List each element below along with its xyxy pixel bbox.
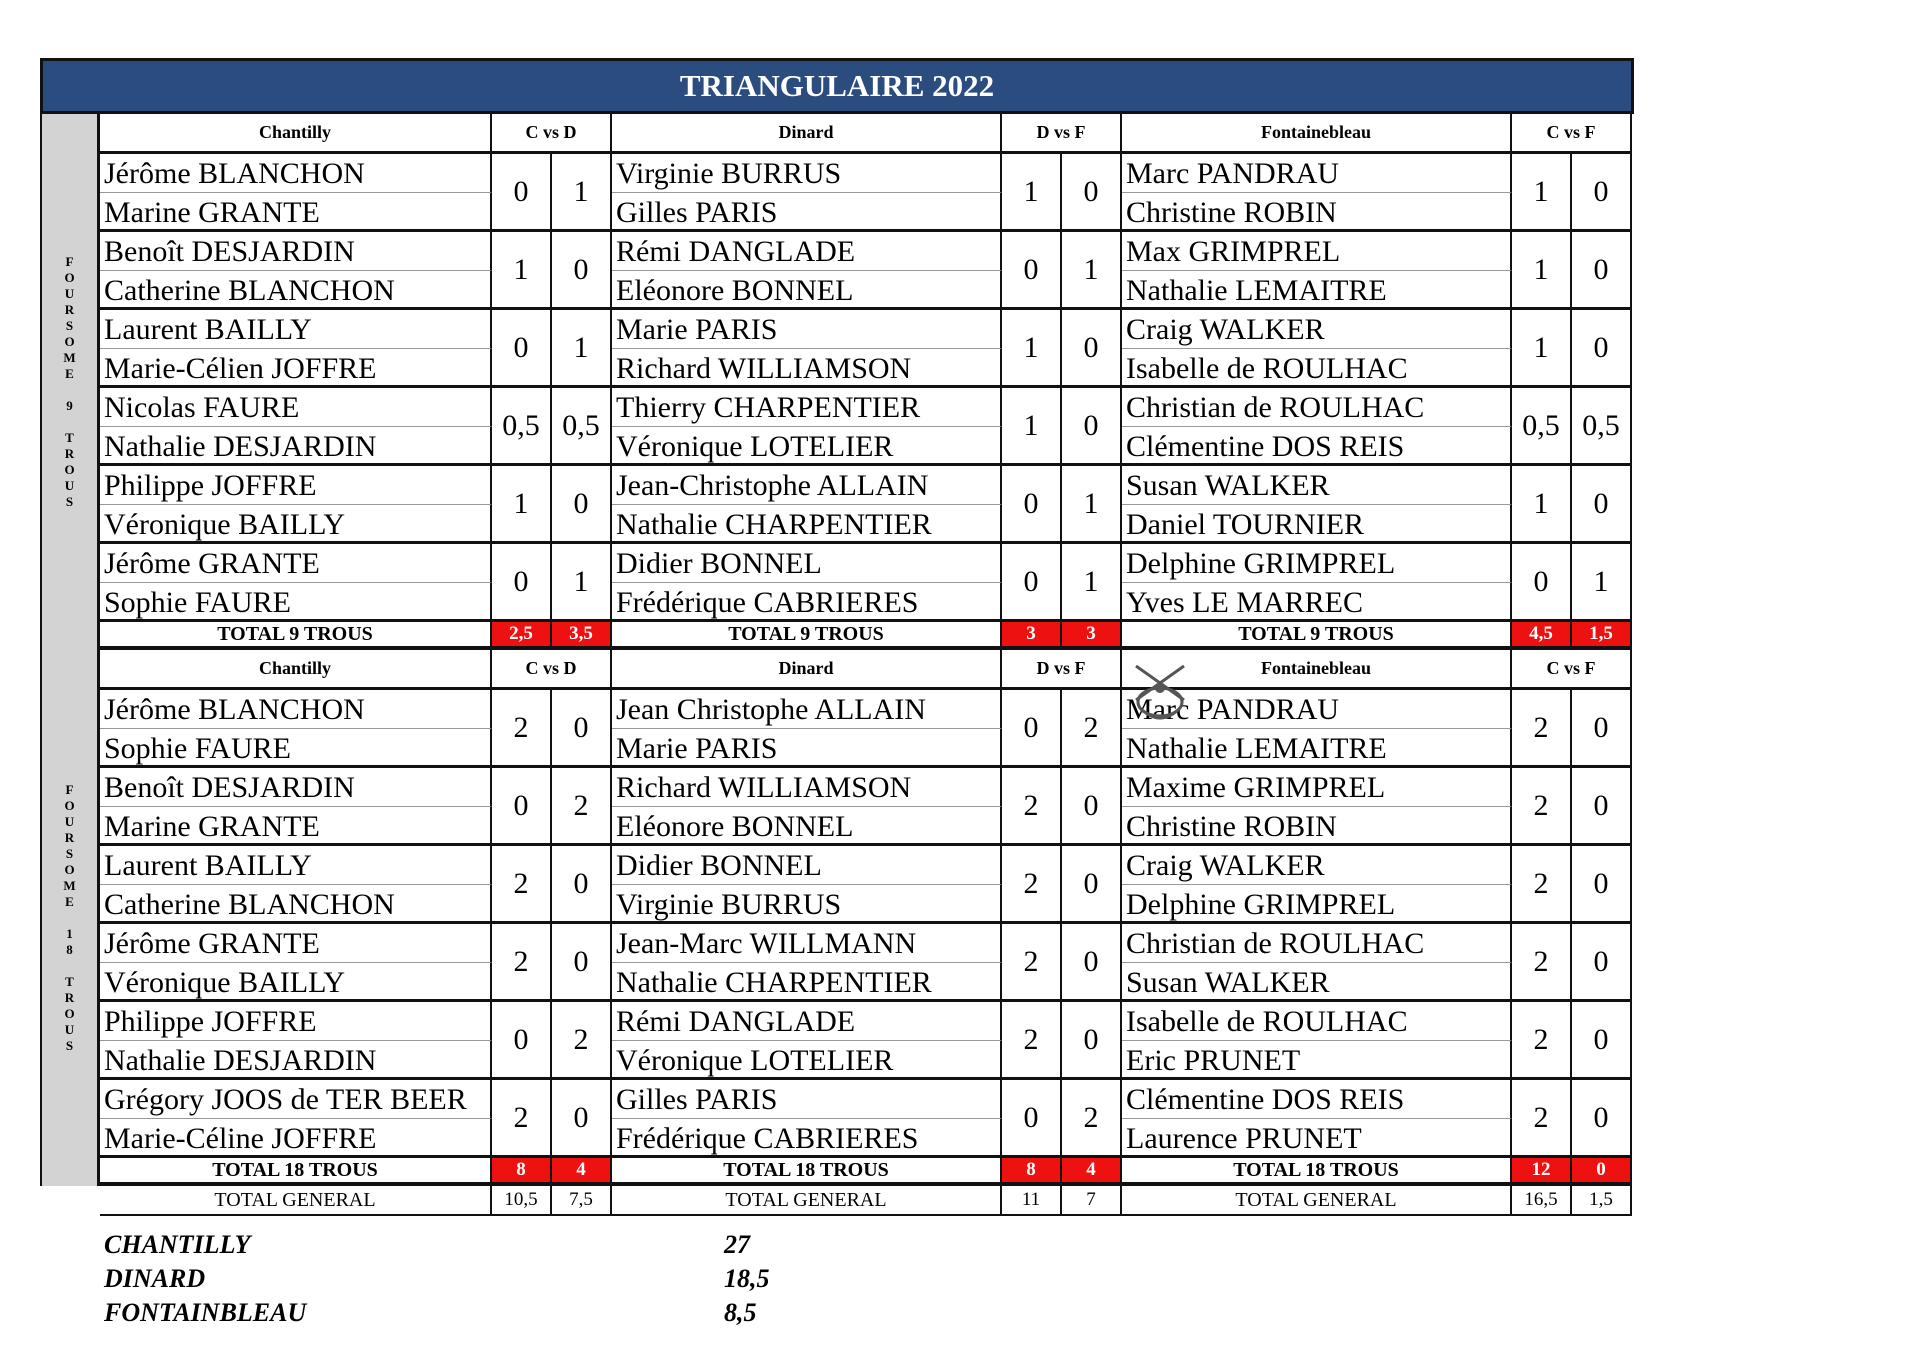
player-fontainebleau: Daniel TOURNIER: [1122, 505, 1512, 544]
score-right: 2: [1062, 690, 1122, 768]
club-header-dinard: Dinard: [612, 114, 1002, 154]
score-left: 2: [1002, 768, 1062, 846]
score-right: 0: [552, 846, 612, 924]
score-right: 1: [1062, 466, 1122, 544]
player-fontainebleau: Delphine GRIMPREL: [1122, 885, 1512, 924]
player-fontainebleau: Marc PANDRAU: [1122, 690, 1512, 729]
player-fontainebleau: Max GRIMPREL: [1122, 232, 1512, 271]
results-sheet: [40, 58, 1634, 1216]
score-left: 1: [492, 232, 552, 310]
score-left: 0: [492, 544, 552, 622]
score-right: 1: [1062, 232, 1122, 310]
score-left: 0,5: [1512, 388, 1572, 466]
player-fontainebleau: Isabelle de ROULHAC: [1122, 1002, 1512, 1041]
player-chantilly: Philippe JOFFRE: [100, 1002, 492, 1041]
sections-container: [40, 114, 1634, 1186]
player-fontainebleau: Yves LE MARREC: [1122, 583, 1512, 622]
final-standing-row: [104, 1296, 770, 1330]
score-left: 0: [492, 768, 552, 846]
club-header-fontainebleau: Fontainebleau: [1122, 114, 1512, 154]
section-side-label: [40, 114, 100, 650]
player-chantilly: Sophie FAURE: [100, 729, 492, 768]
total-score-left: 4,5: [1512, 622, 1572, 650]
score-left: 2: [1002, 1002, 1062, 1080]
player-fontainebleau: Delphine GRIMPREL: [1122, 544, 1512, 583]
final-club-score: 27: [724, 1230, 750, 1259]
player-chantilly: Catherine BLANCHON: [100, 885, 492, 924]
player-dinard: Eléonore BONNEL: [612, 271, 1002, 310]
score-right: 0,5: [552, 388, 612, 466]
score-left: 1: [1002, 154, 1062, 232]
player-dinard: Richard WILLIAMSON: [612, 768, 1002, 807]
player-dinard: Virginie BURRUS: [612, 154, 1002, 193]
score-right: 0: [1572, 1002, 1632, 1080]
score-right: 2: [552, 1002, 612, 1080]
final-standing-row: [104, 1262, 770, 1296]
match-grid: [100, 114, 1634, 650]
player-chantilly: Catherine BLANCHON: [100, 271, 492, 310]
total-label: TOTAL 18 TROUS: [1122, 1158, 1512, 1186]
score-left: 1: [492, 466, 552, 544]
player-dinard: Jean Christophe ALLAIN: [612, 690, 1002, 729]
player-chantilly: Nathalie DESJARDIN: [100, 1041, 492, 1080]
player-dinard: Frédérique CABRIERES: [612, 583, 1002, 622]
total-score-right: 3: [1062, 622, 1122, 650]
match-header-c-vs-f: C vs F: [1512, 650, 1632, 690]
score-left: 1: [1512, 310, 1572, 388]
total-general-left: 11: [1002, 1186, 1062, 1216]
score-left: 1: [1512, 232, 1572, 310]
score-right: 0,5: [1572, 388, 1632, 466]
score-right: 2: [1062, 1080, 1122, 1158]
player-chantilly: Véronique BAILLY: [100, 505, 492, 544]
score-left: 0: [492, 1002, 552, 1080]
club-logo-icon: [1128, 660, 1192, 730]
player-fontainebleau: Christine ROBIN: [1122, 193, 1512, 232]
score-right: 0: [1062, 846, 1122, 924]
club-header-chantilly: Chantilly: [100, 650, 492, 690]
score-left: 0: [1002, 544, 1062, 622]
score-right: 1: [1062, 544, 1122, 622]
score-right: 0: [1062, 768, 1122, 846]
player-fontainebleau: Clémentine DOS REIS: [1122, 427, 1512, 466]
final-club-score: 18,5: [724, 1264, 770, 1293]
final-club-name: DINARD: [104, 1264, 206, 1293]
score-right: 0: [1572, 924, 1632, 1002]
score-left: 2: [492, 846, 552, 924]
final-club-name: CHANTILLY: [104, 1230, 251, 1259]
score-left: 0: [1512, 544, 1572, 622]
total-score-right: 0: [1572, 1158, 1632, 1186]
match-header-d-vs-f: D vs F: [1002, 114, 1122, 154]
total-general-label: TOTAL GENERAL: [1122, 1186, 1512, 1216]
score-right: 0: [1062, 388, 1122, 466]
score-right: 0: [1062, 154, 1122, 232]
player-dinard: Véronique LOTELIER: [612, 1041, 1002, 1080]
player-chantilly: Grégory JOOS de TER BEER: [100, 1080, 492, 1119]
total-general-left: 10,5: [492, 1186, 552, 1216]
player-chantilly: Jérôme BLANCHON: [100, 154, 492, 193]
score-left: 0: [492, 154, 552, 232]
score-right: 0: [1572, 690, 1632, 768]
player-dinard: Virginie BURRUS: [612, 885, 1002, 924]
total-score-right: 4: [552, 1158, 612, 1186]
player-dinard: Marie PARIS: [612, 729, 1002, 768]
score-left: 2: [1512, 1080, 1572, 1158]
side-label-text: F O U R S O M E 9 T R O U S: [63, 254, 76, 509]
player-fontainebleau: Maxime GRIMPREL: [1122, 768, 1512, 807]
side-label-text: F O U R S O M E 1 8 T R O U S: [63, 782, 76, 1053]
player-dinard: Didier BONNEL: [612, 846, 1002, 885]
fourball-section: [40, 650, 1634, 1186]
player-chantilly: Benoît DESJARDIN: [100, 232, 492, 271]
score-left: 1: [1512, 466, 1572, 544]
player-dinard: Gilles PARIS: [612, 193, 1002, 232]
total-general-right: 7,5: [552, 1186, 612, 1216]
player-fontainebleau: Nathalie LEMAITRE: [1122, 271, 1512, 310]
player-dinard: Jean-Marc WILLMANN: [612, 924, 1002, 963]
total-general-grid: [100, 1186, 1634, 1216]
total-score-left: 8: [1002, 1158, 1062, 1186]
club-header-fontainebleau: Fontainebleau: [1122, 650, 1512, 690]
player-dinard: Rémi DANGLADE: [612, 232, 1002, 271]
player-dinard: Jean-Christophe ALLAIN: [612, 466, 1002, 505]
score-right: 1: [552, 310, 612, 388]
player-fontainebleau: Craig WALKER: [1122, 310, 1512, 349]
club-header-chantilly: Chantilly: [100, 114, 492, 154]
total-general-right: 7: [1062, 1186, 1122, 1216]
player-dinard: Marie PARIS: [612, 310, 1002, 349]
section-side-label: [40, 650, 100, 1186]
total-label: TOTAL 18 TROUS: [100, 1158, 492, 1186]
player-chantilly: Marie-Céline JOFFRE: [100, 1119, 492, 1158]
score-right: 0: [552, 1080, 612, 1158]
total-general-left: 16,5: [1512, 1186, 1572, 1216]
score-left: 1: [1512, 154, 1572, 232]
total-score-right: 3,5: [552, 622, 612, 650]
total-general-row: [40, 1186, 1634, 1216]
score-left: 1: [1002, 388, 1062, 466]
total-label: TOTAL 18 TROUS: [612, 1158, 1002, 1186]
score-left: 2: [492, 690, 552, 768]
score-right: 0: [552, 924, 612, 1002]
total-score-right: 1,5: [1572, 622, 1632, 650]
final-standing-row: [104, 1228, 770, 1262]
player-fontainebleau: Clémentine DOS REIS: [1122, 1080, 1512, 1119]
player-fontainebleau: Eric PRUNET: [1122, 1041, 1512, 1080]
score-right: 0: [1572, 846, 1632, 924]
total-score-left: 2,5: [492, 622, 552, 650]
score-left: 2: [492, 924, 552, 1002]
score-left: 0: [1002, 1080, 1062, 1158]
player-chantilly: Philippe JOFFRE: [100, 466, 492, 505]
score-left: 0: [1002, 690, 1062, 768]
player-chantilly: Marie-Célien JOFFRE: [100, 349, 492, 388]
score-right: 0: [1062, 924, 1122, 1002]
player-dinard: Gilles PARIS: [612, 1080, 1002, 1119]
score-left: 0: [1002, 232, 1062, 310]
player-fontainebleau: Susan WALKER: [1122, 466, 1512, 505]
score-left: 2: [1512, 924, 1572, 1002]
score-right: 0: [1062, 310, 1122, 388]
total-score-left: 12: [1512, 1158, 1572, 1186]
player-chantilly: Benoît DESJARDIN: [100, 768, 492, 807]
player-chantilly: Marine GRANTE: [100, 193, 492, 232]
final-standings: [104, 1228, 770, 1330]
score-right: 2: [552, 768, 612, 846]
player-chantilly: Nicolas FAURE: [100, 388, 492, 427]
sheet-title: TRIANGULAIRE 2022: [40, 58, 1634, 114]
player-chantilly: Jérôme BLANCHON: [100, 690, 492, 729]
player-chantilly: Véronique BAILLY: [100, 963, 492, 1002]
score-right: 0: [552, 232, 612, 310]
score-left: 2: [1002, 846, 1062, 924]
player-chantilly: Sophie FAURE: [100, 583, 492, 622]
score-right: 0: [1572, 768, 1632, 846]
total-label: TOTAL 9 TROUS: [100, 622, 492, 650]
score-left: 0: [1002, 466, 1062, 544]
player-dinard: Nathalie CHARPENTIER: [612, 963, 1002, 1002]
player-chantilly: Jérôme GRANTE: [100, 544, 492, 583]
player-chantilly: Jérôme GRANTE: [100, 924, 492, 963]
match-header-c-vs-f: C vs F: [1512, 114, 1632, 154]
score-right: 0: [552, 466, 612, 544]
total-label: TOTAL 9 TROUS: [1122, 622, 1512, 650]
player-dinard: Thierry CHARPENTIER: [612, 388, 1002, 427]
score-left: 2: [492, 1080, 552, 1158]
match-header-c-vs-d: C vs D: [492, 650, 612, 690]
player-fontainebleau: Isabelle de ROULHAC: [1122, 349, 1512, 388]
score-right: 0: [1572, 466, 1632, 544]
total-score-left: 3: [1002, 622, 1062, 650]
player-dinard: Nathalie CHARPENTIER: [612, 505, 1002, 544]
player-fontainebleau: Christine ROBIN: [1122, 807, 1512, 846]
score-right: 0: [1572, 154, 1632, 232]
total-score-right: 4: [1062, 1158, 1122, 1186]
score-right: 0: [1062, 1002, 1122, 1080]
score-left: 1: [1002, 310, 1062, 388]
final-club-name: FONTAINBLEAU: [104, 1298, 307, 1327]
score-left: 0: [492, 310, 552, 388]
player-fontainebleau: Craig WALKER: [1122, 846, 1512, 885]
score-right: 1: [552, 154, 612, 232]
player-dinard: Richard WILLIAMSON: [612, 349, 1002, 388]
player-chantilly: Laurent BAILLY: [100, 846, 492, 885]
player-dinard: Rémi DANGLADE: [612, 1002, 1002, 1041]
total-general-label: TOTAL GENERAL: [100, 1186, 492, 1216]
score-right: 1: [552, 544, 612, 622]
score-left: 0,5: [492, 388, 552, 466]
score-left: 2: [1512, 768, 1572, 846]
total-general-label: TOTAL GENERAL: [612, 1186, 1002, 1216]
score-left: 2: [1512, 846, 1572, 924]
match-header-c-vs-d: C vs D: [492, 114, 612, 154]
match-header-d-vs-f: D vs F: [1002, 650, 1122, 690]
player-fontainebleau: Marc PANDRAU: [1122, 154, 1512, 193]
score-right: 0: [552, 690, 612, 768]
player-chantilly: Nathalie DESJARDIN: [100, 427, 492, 466]
player-fontainebleau: Christian de ROULHAC: [1122, 388, 1512, 427]
player-chantilly: Laurent BAILLY: [100, 310, 492, 349]
score-left: 2: [1512, 690, 1572, 768]
score-left: 2: [1512, 1002, 1572, 1080]
player-fontainebleau: Susan WALKER: [1122, 963, 1512, 1002]
score-right: 1: [1572, 544, 1632, 622]
total-general-right: 1,5: [1572, 1186, 1632, 1216]
total-score-left: 8: [492, 1158, 552, 1186]
player-dinard: Didier BONNEL: [612, 544, 1002, 583]
player-chantilly: Marine GRANTE: [100, 807, 492, 846]
total-label: TOTAL 9 TROUS: [612, 622, 1002, 650]
score-right: 0: [1572, 1080, 1632, 1158]
club-header-dinard: Dinard: [612, 650, 1002, 690]
score-right: 0: [1572, 232, 1632, 310]
player-fontainebleau: Christian de ROULHAC: [1122, 924, 1512, 963]
match-grid: [100, 650, 1634, 1186]
score-left: 2: [1002, 924, 1062, 1002]
player-dinard: Frédérique CABRIERES: [612, 1119, 1002, 1158]
player-dinard: Eléonore BONNEL: [612, 807, 1002, 846]
player-dinard: Véronique LOTELIER: [612, 427, 1002, 466]
player-fontainebleau: Nathalie LEMAITRE: [1122, 729, 1512, 768]
final-club-score: 8,5: [724, 1298, 757, 1327]
fourball-section: [40, 114, 1634, 650]
player-fontainebleau: Laurence PRUNET: [1122, 1119, 1512, 1158]
score-right: 0: [1572, 310, 1632, 388]
